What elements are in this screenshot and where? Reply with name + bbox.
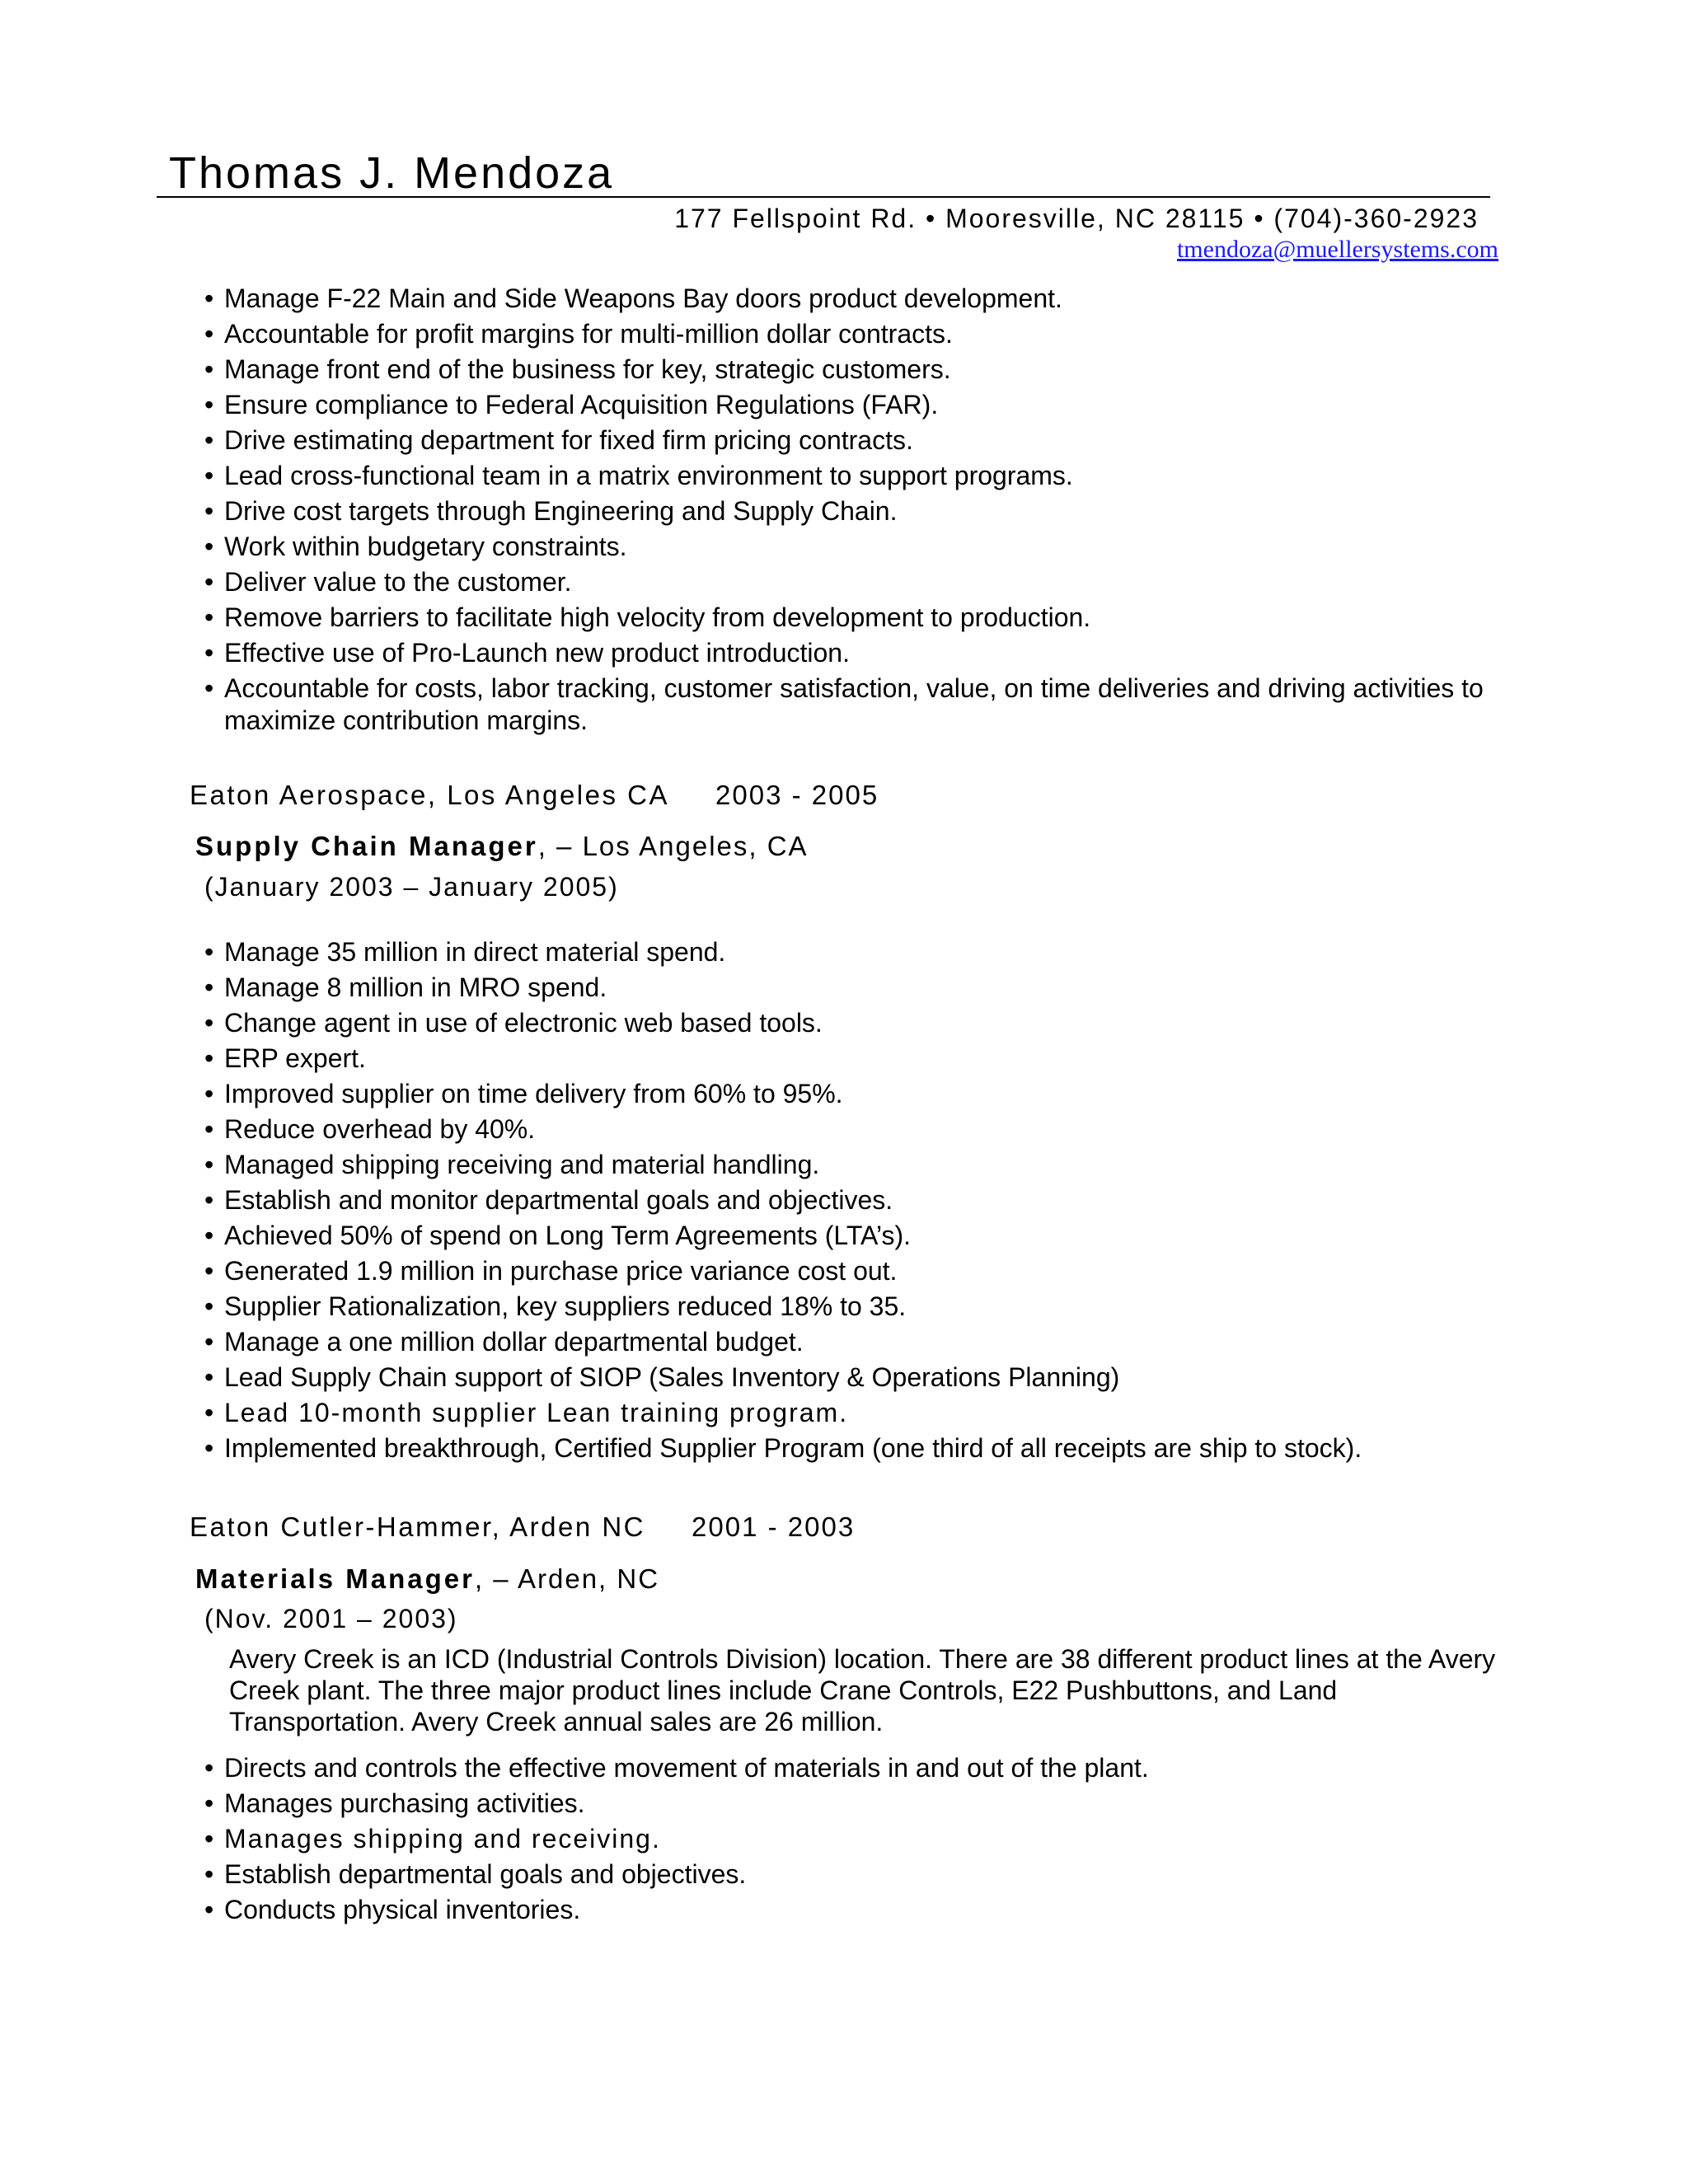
bullet-icon: •	[204, 390, 214, 419]
bullet-icon: •	[204, 1079, 214, 1108]
email-link[interactable]: tmendoza@muellersystems.com	[1176, 236, 1498, 263]
company-name: Eaton Cutler-Hammer, Arden NC	[190, 1511, 646, 1542]
list-item: • Manage F-22 Main and Side Weapons Bay doors product development.	[204, 284, 1062, 313]
list-item: • Reduce overhead by 40%.	[204, 1114, 536, 1144]
bullet-icon: •	[204, 496, 214, 526]
job-title-line	[195, 830, 809, 863]
bullet-icon: •	[204, 567, 214, 597]
bullet-icon: •	[204, 319, 214, 349]
bullet-icon: •	[204, 1185, 214, 1215]
list-item: • Conducts physical inventories.	[204, 1895, 581, 1924]
bullet-icon: •	[204, 972, 214, 1002]
list-item: • Lead cross-functional team in a matrix environment to support programs.	[204, 461, 1073, 490]
bullet-icon: •	[204, 1788, 214, 1818]
job-title: Materials Manager	[195, 1563, 475, 1594]
bullet-icon: •	[204, 1327, 214, 1357]
bullet-icon: •	[204, 532, 214, 561]
list-item: • Ensure compliance to Federal Acquisition Regulations (FAR).	[204, 390, 939, 419]
bullet-icon: •	[204, 425, 214, 455]
job-bullets	[204, 936, 1507, 1468]
list-item: • Achieved 50% of spend on Long Term Agreements (LTA’s).	[204, 1221, 912, 1250]
list-item: • Manage 8 million in MRO spend.	[204, 972, 607, 1002]
company-dates: 2003 - 2005	[715, 780, 879, 810]
bullet-icon: •	[204, 1291, 214, 1321]
job-title: Supply Chain Manager	[195, 831, 538, 861]
job-location: , – Los Angeles, CA	[537, 831, 809, 861]
bullet-icon: •	[204, 1150, 214, 1179]
bullet-icon: •	[204, 1256, 214, 1286]
bullet-icon: •	[204, 1824, 216, 1854]
list-item: • Manage front end of the business for key, strategic customers.	[204, 354, 951, 384]
list-item: • Effective use of Pro-Launch new product introduction.	[204, 638, 850, 668]
list-item: • Manage a one million dollar departmental budget.	[204, 1327, 804, 1357]
list-item: • Manage 35 million in direct material spend.	[204, 937, 726, 967]
list-item: • Drive cost targets through Engineering and Supply Chain.	[204, 496, 898, 526]
bullet-icon: •	[204, 1433, 214, 1463]
bullet-icon: •	[204, 1753, 214, 1783]
list-item: • Manages shipping and receiving.	[204, 1824, 661, 1854]
list-item: • Establish departmental goals and objectives.	[204, 1859, 747, 1889]
bullet-icon: •	[204, 354, 214, 384]
list-item: • Drive estimating department for fixed firm pricing contracts.	[204, 425, 913, 455]
contact-address: 177 Fellspoint Rd. • Mooresville, NC 28115 • (704)-360-2923	[674, 204, 1479, 233]
bullet-icon: •	[204, 1895, 214, 1924]
list-item: • Change agent in use of electronic web based tools.	[204, 1008, 823, 1038]
list-item: • Improved supplier on time delivery from 60% to 95%.	[204, 1079, 843, 1108]
list-item: • Implemented breakthrough, Certified Supplier Program (one third of all receipts are ship to stock).	[204, 1433, 1362, 1463]
list-item: • Accountable for profit margins for multi-million dollar contracts.	[204, 319, 953, 349]
bullet-icon: •	[204, 1859, 214, 1889]
list-item: • Supplier Rationalization, key suppliers reduced 18% to 35.	[204, 1291, 907, 1321]
job-location: , – Arden, NC	[474, 1563, 660, 1594]
company-name: Eaton Aerospace, Los Angeles CA	[190, 780, 670, 810]
bullet-icon: •	[204, 1221, 214, 1250]
responsibilities-list	[204, 283, 1507, 740]
list-item: • Accountable for costs, labor tracking, customer satisfaction, value, on time deliveries and driving activities to maximize contribution margins.	[204, 673, 1484, 735]
bullet-icon: •	[204, 284, 214, 313]
bullet-icon: •	[204, 1362, 214, 1392]
list-item: • ERP expert.	[204, 1043, 366, 1073]
candidate-name: Thomas J. Mendoza	[169, 148, 615, 198]
list-item: • Deliver value to the customer.	[204, 567, 572, 597]
company-heading	[190, 779, 879, 812]
bullet-icon: •	[204, 1043, 214, 1073]
bullet-icon: •	[204, 602, 214, 632]
header-divider	[157, 196, 1490, 198]
job-title-line	[195, 1563, 659, 1596]
list-item: • Establish and monitor departmental goals and objectives.	[204, 1185, 893, 1215]
bullet-icon: •	[204, 1114, 214, 1144]
list-item: • Managed shipping receiving and material handling.	[204, 1150, 820, 1179]
job-bullets	[204, 1752, 1507, 1929]
bullet-icon: •	[204, 937, 214, 967]
list-item: • Work within budgetary constraints.	[204, 532, 627, 561]
bullet-icon: •	[204, 1008, 214, 1038]
list-item: • Manages purchasing activities.	[204, 1788, 585, 1818]
bullet-icon: •	[204, 673, 214, 703]
company-dates: 2001 - 2003	[692, 1511, 856, 1542]
bullet-icon: •	[204, 638, 214, 668]
list-item: • Lead 10-month supplier Lean training program.	[204, 1398, 849, 1427]
list-item: • Directs and controls the effective movement of materials in and out of the plant.	[204, 1753, 1149, 1783]
employment-period: (Nov. 2001 – 2003)	[204, 1604, 458, 1633]
company-heading	[190, 1511, 855, 1544]
list-item: • Generated 1.9 million in purchase price variance cost out.	[204, 1256, 898, 1286]
bullet-icon: •	[204, 461, 214, 490]
list-item: • Remove barriers to facilitate high velocity from development to production.	[204, 602, 1091, 632]
bullet-icon: •	[204, 1398, 216, 1427]
job-description: Avery Creek is an ICD (Industrial Controls Division) location. There are 38 different product lines at the Avery Creek plant. The three major product lines include Crane Controls, E22 Pushbuttons, and Land Transportation. Avery Creek annual sales are 26 million.	[229, 1644, 1496, 1736]
list-item: • Lead Supply Chain support of SIOP (Sales Inventory & Operations Planning)	[204, 1362, 1120, 1392]
employment-period: (January 2003 – January 2005)	[204, 872, 619, 902]
